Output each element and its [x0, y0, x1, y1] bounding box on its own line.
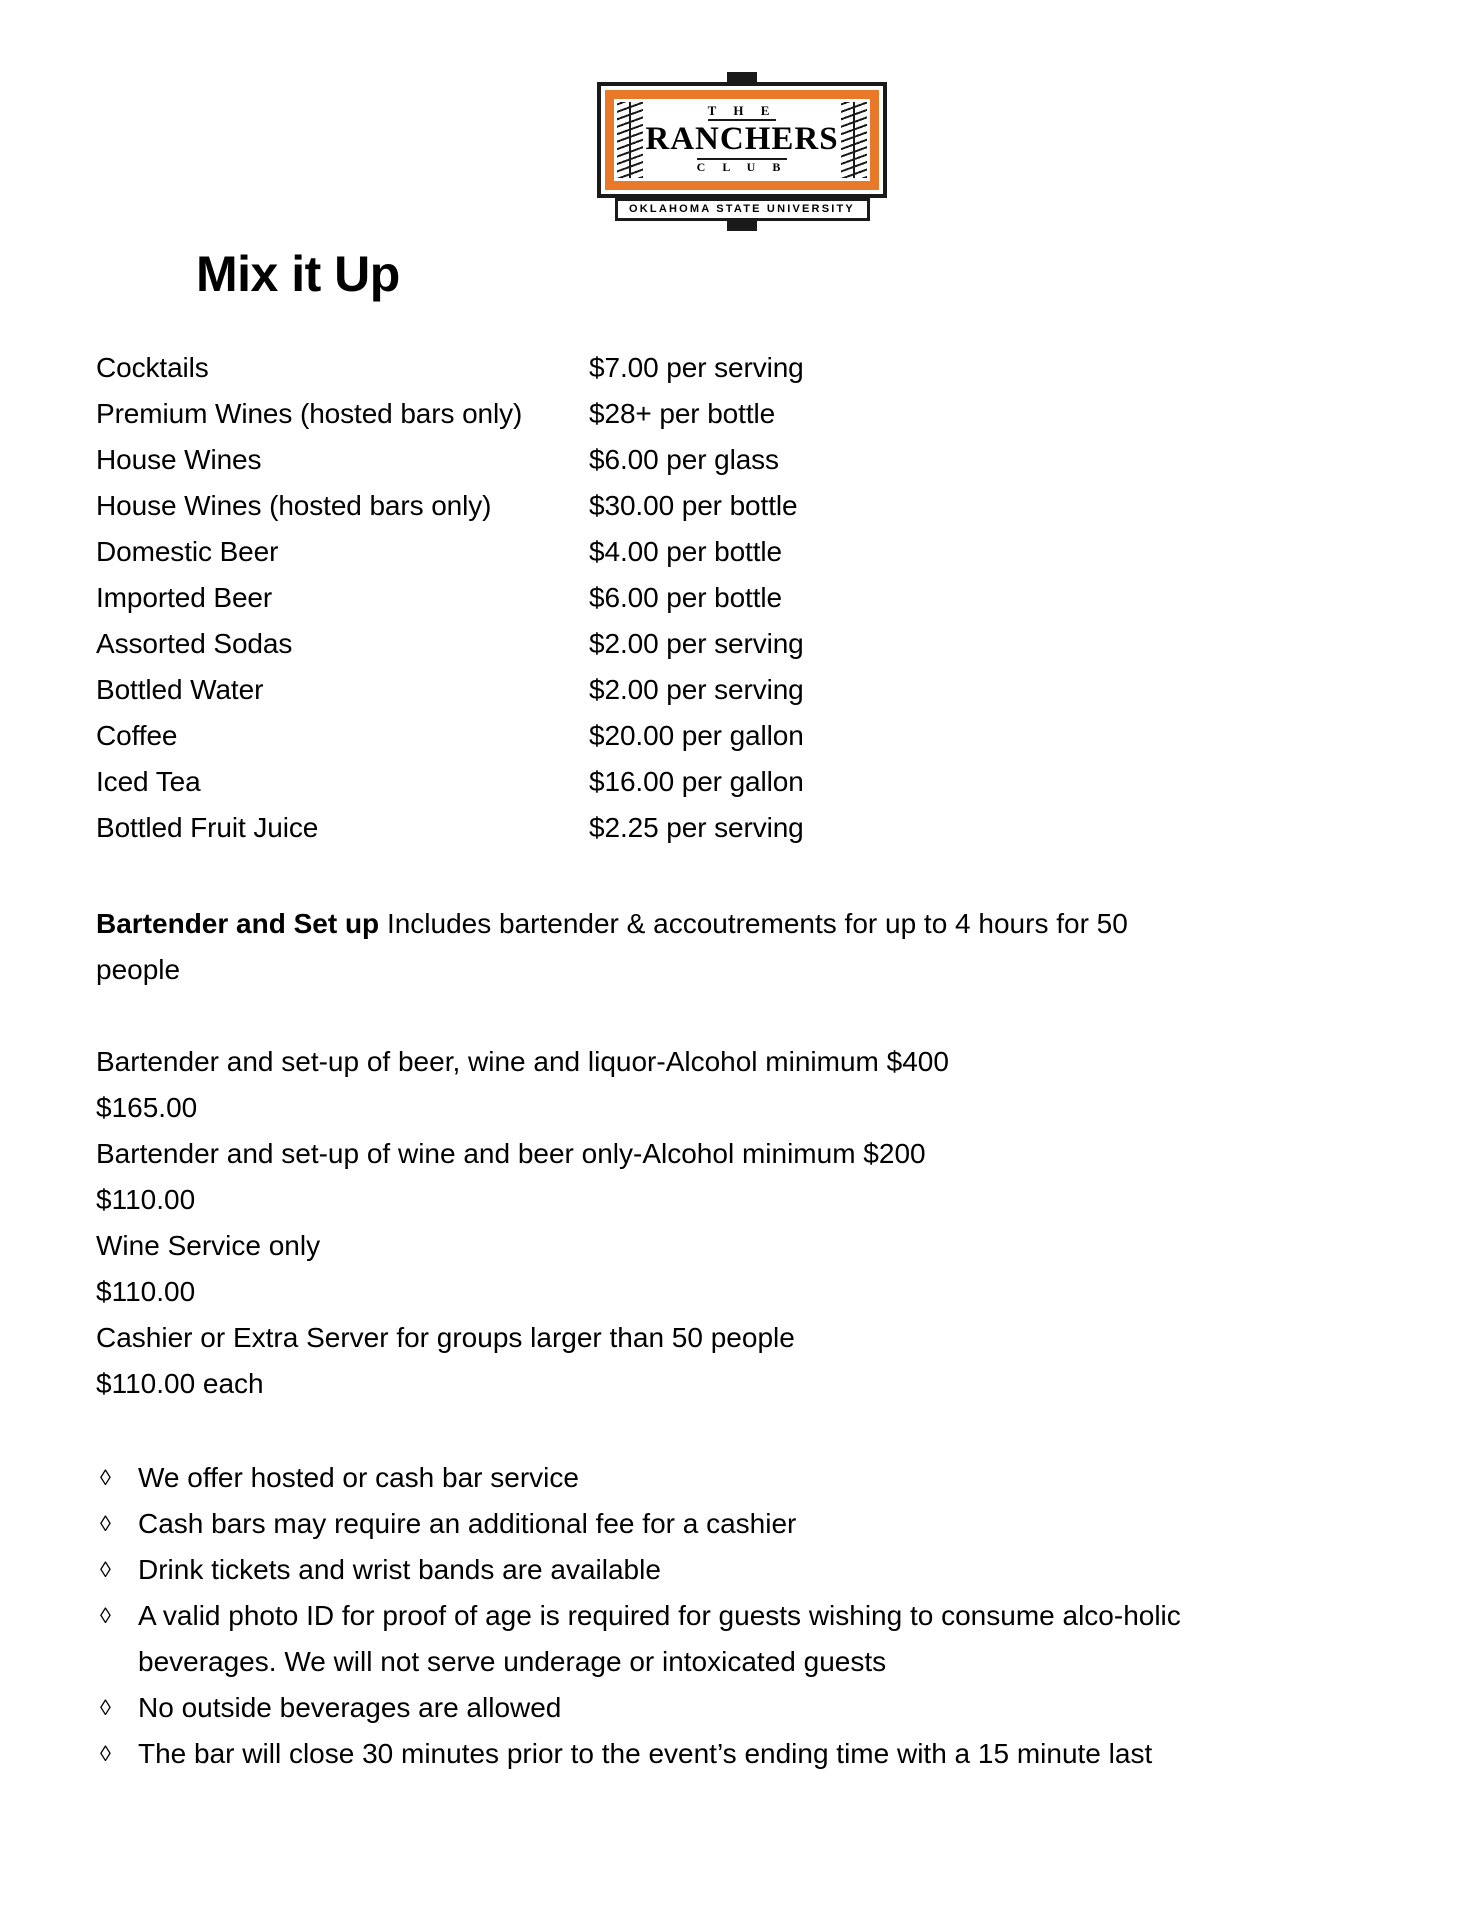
- price-item-value: $7.00 per serving: [589, 352, 804, 384]
- service-line: $110.00: [96, 1276, 196, 1308]
- list-item: [96, 1593, 1388, 1685]
- diamond-bullet-icon: ◊: [100, 1557, 111, 1583]
- price-row: [96, 483, 1388, 529]
- ranchers-club-logo: [597, 72, 887, 231]
- price-item-name: Coffee: [96, 720, 178, 752]
- list-item-text: Cash bars may require an additional fee for a cashier: [138, 1508, 797, 1540]
- list-item-text: Drink tickets and wrist bands are available: [138, 1554, 661, 1586]
- logo-outer-frame: [597, 82, 887, 198]
- price-row: [96, 667, 1388, 713]
- price-item-name: Cocktails: [96, 352, 209, 384]
- price-item-name: Bottled Fruit Juice: [96, 812, 319, 844]
- logo-club-text: C L U B: [696, 159, 788, 174]
- logo-the-text: T H E: [708, 104, 777, 121]
- list-item-text: The bar will close 30 minutes prior to the event’s ending time with a 15 minute last: [138, 1738, 1153, 1770]
- bartender-heading-description: Includes bartender & accoutrements for up to 4 hours for 50 people: [96, 908, 1128, 986]
- logo-main-text: RANCHERS: [645, 121, 839, 158]
- logo-university-text: OKLAHOMA STATE UNIVERSITY: [615, 198, 870, 221]
- price-row: [96, 529, 1388, 575]
- price-item-value: $4.00 per bottle: [589, 536, 782, 568]
- price-item-name: Iced Tea: [96, 766, 201, 798]
- list-item-text: We offer hosted or cash bar service: [138, 1462, 579, 1494]
- logo-top-nub: [727, 72, 757, 82]
- price-item-value: $6.00 per glass: [589, 444, 779, 476]
- price-item-value: $2.00 per serving: [589, 674, 804, 706]
- logo-orange-border: [605, 90, 879, 190]
- list-item-text: A valid photo ID for proof of age is required for guests wishing to consume alco-holic beverages. We will not serve underage or intoxicated guests: [138, 1600, 1181, 1678]
- diamond-bullet-icon: ◊: [100, 1511, 111, 1537]
- price-item-value: $20.00 per gallon: [589, 720, 804, 752]
- price-row: [96, 759, 1388, 805]
- bartender-heading-label: Bartender and Set up: [96, 908, 380, 940]
- price-item-value: $6.00 per bottle: [589, 582, 782, 614]
- bartender-section-heading: [96, 901, 1156, 993]
- price-item-name: House Wines: [96, 444, 262, 476]
- policy-bullet-list: [96, 1455, 1388, 1777]
- price-item-name: Bottled Water: [96, 674, 264, 706]
- price-item-value: $30.00 per bottle: [589, 490, 798, 522]
- price-item-name: Premium Wines (hosted bars only): [96, 398, 523, 430]
- price-item-name: House Wines (hosted bars only): [96, 490, 492, 522]
- logo-bottom-nub: [727, 221, 757, 231]
- price-list: [96, 345, 1388, 851]
- price-row: [96, 575, 1388, 621]
- service-line: Bartender and set-up of wine and beer only-Alcohol minimum $200: [96, 1138, 926, 1170]
- service-line: Cashier or Extra Server for groups larger than 50 people: [96, 1322, 795, 1354]
- list-item: [96, 1731, 1388, 1777]
- list-item: [96, 1455, 1388, 1501]
- logo-text-block: [643, 102, 841, 178]
- price-item-value: $16.00 per gallon: [589, 766, 804, 798]
- service-line: $110.00: [96, 1184, 196, 1216]
- price-row: [96, 391, 1388, 437]
- list-item: [96, 1501, 1388, 1547]
- list-item-text: No outside beverages are allowed: [138, 1692, 562, 1724]
- page-title: Mix it Up: [196, 246, 400, 303]
- diamond-bullet-icon: ◊: [100, 1465, 111, 1491]
- bartender-service-list: [96, 1039, 1388, 1407]
- price-item-value: $2.00 per serving: [589, 628, 804, 660]
- diamond-bullet-icon: ◊: [100, 1695, 111, 1721]
- price-item-name: Assorted Sodas: [96, 628, 293, 660]
- price-row: [96, 805, 1388, 851]
- price-row: [96, 345, 1388, 391]
- price-item-name: Imported Beer: [96, 582, 273, 614]
- service-line: $110.00 each: [96, 1368, 264, 1400]
- price-row: [96, 621, 1388, 667]
- price-row: [96, 713, 1388, 759]
- price-item-value: $2.25 per serving: [589, 812, 804, 844]
- diamond-bullet-icon: ◊: [100, 1603, 111, 1629]
- service-line: Bartender and set-up of beer, wine and liquor-Alcohol minimum $400: [96, 1046, 949, 1078]
- price-item-value: $28+ per bottle: [589, 398, 776, 430]
- service-line: $165.00: [96, 1092, 198, 1124]
- price-item-name: Domestic Beer: [96, 536, 279, 568]
- price-row: [96, 437, 1388, 483]
- list-item: [96, 1685, 1388, 1731]
- list-item: [96, 1547, 1388, 1593]
- diamond-bullet-icon: ◊: [100, 1741, 111, 1767]
- wheat-right-icon: [841, 102, 867, 178]
- wheat-left-icon: [617, 102, 643, 178]
- service-line: Wine Service only: [96, 1230, 321, 1262]
- logo-container: [96, 0, 1388, 231]
